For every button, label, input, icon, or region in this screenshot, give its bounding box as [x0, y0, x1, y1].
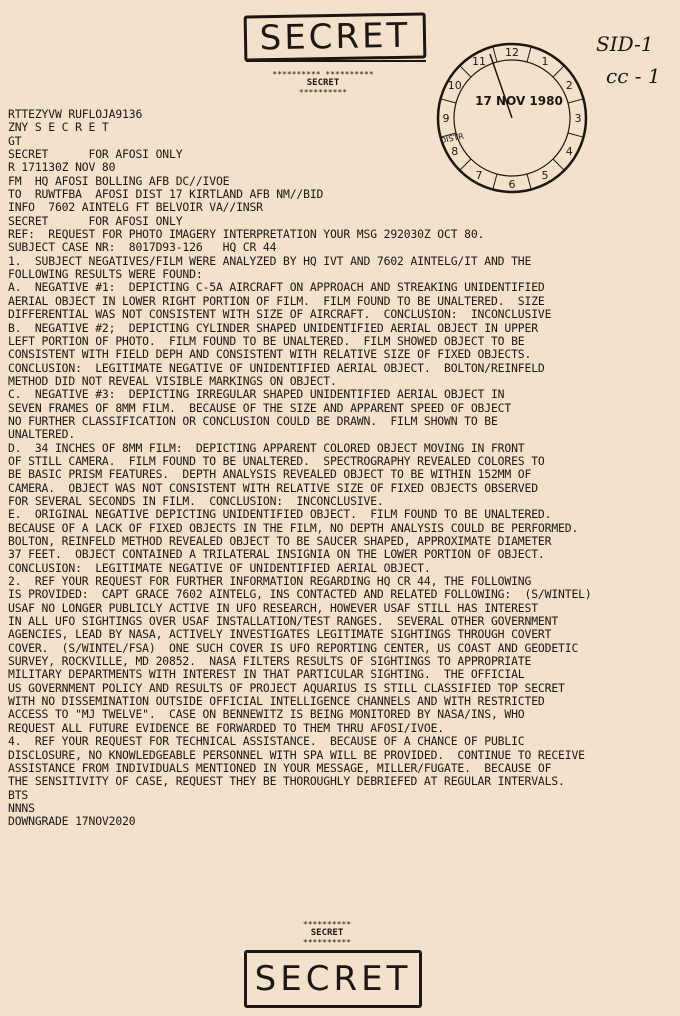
message-line: B. NEGATIVE #2; DEPICTING CYLINDER SHAPED UNIDENTIFIED AERIAL OBJECT IN UPPER — [8, 320, 538, 335]
message-line: BOLTON, REINFELD METHOD REVEALED OBJECT TO BE SAUCER SHAPED, APPROXIMATE DIAMETER — [8, 534, 552, 548]
message-line: REF: REQUEST FOR PHOTO IMAGERY INTERPRETATION YOUR MSG 292030Z OCT 80. — [8, 227, 485, 242]
seal-number: 3 — [574, 112, 582, 125]
seal-number: 8 — [451, 145, 459, 158]
message-line: GT — [8, 133, 22, 148]
message-line: UNALTERED. — [8, 427, 76, 442]
message-line: 1. SUBJECT NEGATIVES/FILM WERE ANALYZED BY HQ IVT AND 7602 AINTELG/IT AND THE — [8, 253, 532, 268]
seal-number: 1 — [541, 54, 549, 68]
seal-number: 6 — [508, 178, 516, 191]
stamp-date: 17 NOV 1980 — [475, 94, 563, 108]
star-row: ********** — [272, 70, 321, 79]
seal-number: 9 — [442, 112, 450, 125]
star-row: ********** — [325, 70, 374, 79]
message-line: IS PROVIDED: CAPT GRACE 7602 AINTELG, INS CONTACTED AND RELATED FOLLOWING: (S/WINTEL) — [8, 587, 592, 602]
message-line: CONCLUSION: LEGITIMATE NEGATIVE OF UNIDENTIFIED AERIAL OBJECT. BOLTON/REINFELD — [8, 360, 545, 375]
message-line: THE SENSITIVITY OF CASE, REQUEST THEY BE THOROUGHLY DEBRIEFED AT REGULAR INTERVALS. — [8, 774, 565, 789]
seal-number: 10 — [447, 79, 462, 92]
top-star-block — [268, 70, 378, 97]
message-line: C. NEGATIVE #3: DEPICTING IRREGULAR SHAPED UNIDENTIFIED AERIAL OBJECT IN — [8, 387, 505, 402]
message-line: FOLLOWING RESULTS WERE FOUND: — [8, 267, 203, 282]
message-line: AGENCIES, LEAD BY NASA, ACTIVELY INVESTIGATES LEGITIMATE SIGHTINGS THROUGH COVERT — [8, 627, 552, 642]
message-line: FM HQ AFOSI BOLLING AFB DC//IVOE — [8, 173, 230, 188]
message-line: METHOD DID NOT REVEAL VISIBLE MARKINGS ON OBJECT. — [8, 373, 337, 388]
star-secret-word: SECRET — [306, 78, 340, 88]
message-line: DIFFERENTIAL WAS NOT CONSISTENT WITH SIZE OF AIRCRAFT. CONCLUSION: INCONCLUSIVE — [8, 307, 552, 322]
message-line: SURVEY, ROCKVILLE, MD 20852. NASA FILTERS RESULTS OF SIGHTINGS TO APPROPRIATE — [8, 654, 532, 669]
stamp-distr-label: DISTR — [439, 131, 465, 146]
message-line: RTTEZYVW RUFLOJA9136 — [8, 107, 143, 121]
bottom-star-block — [272, 920, 382, 947]
message-line: OF STILL CAMERA. FILM FOUND TO BE UNALTERED. SPECTROGRAPHY REVEALED COLORES TO — [8, 453, 545, 468]
top-stamp-underline — [246, 60, 426, 66]
message-line: 4. REF YOUR REQUEST FOR TECHNICAL ASSISTANCE. BECAUSE OF A CHANCE OF PUBLIC — [8, 734, 525, 749]
star-secret-word: SECRET — [310, 928, 344, 938]
message-line: ASSISTANCE FROM INDIVIDUALS MENTIONED IN YOUR MESSAGE, MILLER/FUGATE. BECAUSE OF — [8, 760, 552, 775]
message-line: CONCLUSION: LEGITIMATE NEGATIVE OF UNIDENTIFIED AERIAL OBJECT. — [8, 560, 431, 575]
message-line: REQUEST ALL FUTURE EVIDENCE BE FORWARDED TO THEM THRU AFOSI/IVOE. — [8, 720, 445, 735]
message-line: SUBJECT CASE NR: 8017D93-126 HQ CR 44 — [8, 240, 277, 255]
message-line: LEFT PORTION OF PHOTO. FILM FOUND TO BE UNALTERED. FILM SHOWED OBJECT TO BE — [8, 333, 525, 348]
message-line: D. 34 INCHES OF 8MM FILM: DEPICTING APPARENT COLORED OBJECT MOVING IN FRONT — [8, 440, 525, 455]
message-line: IN ALL UFO SIGHTINGS OVER USAF INSTALLATION/TEST RANGES. SEVERAL OTHER GOVERNMENT — [8, 614, 559, 629]
seal-divider — [527, 47, 531, 63]
message-line: MILITARY DEPARTMENTS WITH INTEREST IN THAT PARTICULAR SIGHTING. THE OFFICIAL — [8, 667, 525, 682]
message-line: E. ORIGINAL NEGATIVE DEPICTING UNIDENTIFIED OBJECT. FILM FOUND TO BE UNALTERED. — [8, 507, 552, 522]
handwritten-note-1: SID-1 — [596, 32, 654, 56]
seal-divider — [493, 47, 497, 63]
seal-number: 4 — [565, 145, 573, 158]
message-line: TO RUWTFBA AFOSI DIST 17 KIRTLAND AFB NM//BID — [8, 187, 324, 202]
message-line: 37 FEET. OBJECT CONTAINED A TRILATERAL INSIGNIA ON THE LOWER PORTION OF OBJECT. — [8, 547, 545, 562]
seal-divider — [441, 99, 457, 103]
seal-number: 2 — [565, 79, 573, 92]
message-line: SECRET FOR AFOSI ONLY — [8, 213, 183, 228]
message-line: ACCESS TO "MJ TWELVE". CASE ON BENNEWITZ IS BEING MONITORED BY NASA/INS, WHO — [8, 707, 525, 722]
message-line: CONSISTENT WITH FIELD DEPH AND CONSISTENT WITH RELATIVE SIZE OF FIXED OBJECTS. — [8, 347, 532, 362]
seal-divider — [460, 66, 471, 77]
message-line: NO FURTHER CLASSIFICATION OR CONCLUSION COULD BE DRAWN. FILM SHOWN TO BE — [8, 413, 498, 428]
message-line: BECAUSE OF A LACK OF FIXED OBJECTS IN THE FILM, NO DEPTH ANALYSIS COULD BE PERFORMED. — [8, 520, 579, 535]
seal-number: 12 — [505, 46, 519, 59]
message-line: SEVEN FRAMES OF 8MM FILM. BECAUSE OF THE SIZE AND APPARENT SPEED OF OBJECT — [8, 400, 512, 415]
message-line: COVER. (S/WINTEL/FSA) ONE SUCH COVER IS UFO REPORTING CENTER, US COAST AND GEODETIC — [8, 640, 579, 655]
seal-divider — [568, 99, 584, 103]
message-line: R 171130Z NOV 80 — [8, 160, 116, 175]
top-secret-stamp: SECRET — [244, 12, 427, 61]
message-line: AERIAL OBJECT IN LOWER RIGHT PORTION OF FILM. FILM FOUND TO BE UNALTERED. SIZE — [8, 293, 545, 308]
message-line: ZNY S E C R E T — [8, 120, 109, 135]
star-row: ********** — [302, 920, 352, 929]
message-line: NNNS — [8, 800, 35, 815]
handwritten-note-2: cc - 1 — [606, 64, 661, 88]
message-line: FOR SEVERAL SECONDS IN FILM. CONCLUSION: INCONCLUSIVE. — [8, 493, 384, 508]
message-line: CAMERA. OBJECT WAS NOT CONSISTENT WITH RELATIVE SIZE OF FIXED OBJECTS OBSERVED — [8, 480, 538, 495]
seal-number: 5 — [541, 169, 549, 183]
seal-number: 7 — [475, 169, 483, 183]
message-line: US GOVERNMENT POLICY AND RESULTS OF PROJECT AQUARIUS IS STILL CLASSIFIED TOP SECRET — [8, 680, 565, 695]
message-line: 2. REF YOUR REQUEST FOR FURTHER INFORMATION REGARDING HQ CR 44, THE FOLLOWING — [8, 574, 532, 589]
message-body — [8, 108, 676, 829]
message-line: DOWNGRADE 17NOV2020 — [8, 814, 136, 829]
seal-divider — [553, 66, 564, 77]
message-line: SECRET FOR AFOSI ONLY — [8, 147, 183, 162]
seal-number: 11 — [472, 54, 486, 68]
message-line: USAF NO LONGER PUBLICLY ACTIVE IN UFO RESEARCH, HOWEVER USAF STILL HAS INTEREST — [8, 600, 538, 615]
message-line: DISCLOSURE, NO KNOWLEDGEABLE PERSONNEL WITH SPA WILL BE PROVIDED. CONTINUE TO RECEIVE — [8, 747, 585, 762]
message-line: A. NEGATIVE #1: DEPICTING C-5A AIRCRAFT ON APPROACH AND STREAKING UNIDENTIFIED — [8, 280, 545, 295]
message-line: BTS — [8, 787, 29, 802]
message-line: WITH NO DISSEMINATION OUTSIDE OFFICIAL INTELLIGENCE CHANNELS AND WITH RESTRICTED — [8, 694, 545, 709]
bottom-secret-stamp: SECRET — [244, 950, 422, 1008]
message-line: INFO 7602 AINTELG FT BELVOIR VA//INSR — [8, 200, 263, 215]
star-row: ********** — [298, 88, 348, 97]
message-line: BE BASIC PRISM FEATURES. DEPTH ANALYSIS REVEALED OBJECT TO BE WITHIN 152MM OF — [8, 467, 532, 482]
star-row: ********** — [302, 938, 352, 947]
